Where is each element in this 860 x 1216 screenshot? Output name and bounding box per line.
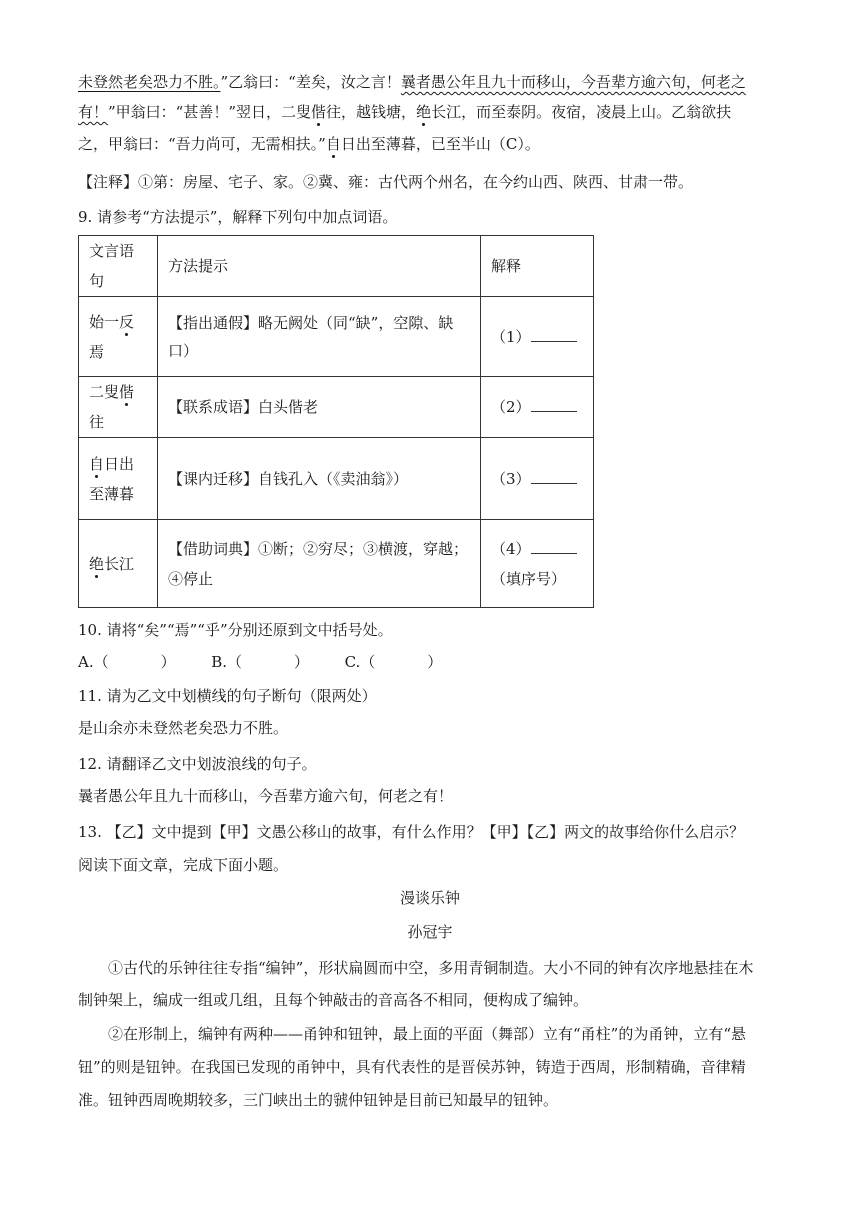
table-cell-sentence: 自日出至薄暮: [79, 438, 158, 520]
table-header-row: [79, 236, 594, 297]
passage-line-1: 未登然老矣恐力不胜。”乙翁曰：“差矣，汝之言！曩者愚公年且九十而移山，今吾辈方逾六旬，何老之: [78, 73, 746, 91]
table-header-cell: 文言语句: [79, 236, 158, 297]
method-table: [78, 235, 594, 608]
table-cell-answer: （1）: [481, 297, 594, 377]
table-row: [79, 297, 594, 377]
article-para-2-line-2: 钮”的则是钮钟。在我国已发现的甬钟中，具有代表性的是晋侯苏钟，铸造于西周，形制精确，音律精: [78, 1058, 746, 1076]
annotation-note: 【注释】①第：房屋、宅子、家。②冀、雍：古代两个州名，在今约山西、陕西、甘肃一带。: [78, 173, 694, 191]
table-row: [79, 438, 594, 520]
question-9: 9. 请参考“方法提示”，解释下列句中加点词语。: [78, 208, 398, 226]
dotted-char-zi: 自: [325, 135, 341, 153]
table-header-cell: 解释: [481, 236, 594, 297]
passage-line-2: 有！”甲翁曰：“甚善！”翌日，二叟偕往，越钱塘，绝长江，而至泰阴。夜宿，凌晨上山。乙翁欲扶: [78, 103, 732, 121]
passage-line-3: 之，甲翁曰：“吾力尚可，无需相扶。”自日出至薄暮，已至半山（C）。: [78, 135, 540, 153]
table-cell-hint: 【课内迁移】自钱孔入（《卖油翁》）: [158, 438, 481, 520]
article-para-1-line-1: ①古代的乐钟往往专指“编钟”，形状扁圆而中空，多用青铜制造。大小不同的钟有次序地悬挂在木: [108, 959, 754, 977]
dotted-char-jue: 绝: [416, 103, 432, 121]
article-author: 孙冠宇: [407, 923, 453, 941]
underlined-sentence-end: 未登然老矣恐力不胜。: [78, 73, 221, 91]
table-cell-answer: （2）: [481, 377, 594, 438]
table-row: [79, 520, 594, 608]
table-cell-sentence: 始一反焉: [79, 297, 158, 377]
table-cell-sentence: 绝长江: [79, 520, 158, 608]
wavy-sentence-part2: 有！: [78, 103, 109, 121]
answer-blank[interactable]: [531, 397, 577, 412]
table-row: [79, 377, 594, 438]
question-11-sentence: 是山余亦未登然老矣恐力不胜。: [78, 719, 289, 737]
answer-blank[interactable]: [531, 469, 577, 484]
reading-instruction: 阅读下面文章，完成下面小题。: [78, 856, 289, 874]
table-cell-answer: （3）: [481, 438, 594, 520]
table-cell-hint: 【联系成语】白头偕老: [158, 377, 481, 438]
table-cell-hint: 【指出通假】略无阙处（同“缺”，空隙、缺口）: [158, 297, 481, 377]
article-para-2-line-1: ②在形制上，编钟有两种——甬钟和钮钟，最上面的平面（舞部）立有“甬柱”的为甬钟，立有“悬: [108, 1025, 747, 1043]
article-para-1-line-2: 制钟架上，编成一组或几组，且每个钟敲击的音高各不相同，便构成了编钟。: [78, 991, 589, 1009]
table-cell-hint: 【借助词典】①断；②穷尽；③横渡，穿越； ④停止: [158, 520, 481, 608]
question-11: 11. 请为乙文中划横线的句子断句（限两处）: [78, 687, 377, 705]
article-title: 漫谈乐钟: [399, 889, 460, 907]
question-12-sentence: 曩者愚公年且九十而移山，今吾辈方逾六旬，何老之有！: [78, 787, 454, 805]
table-header-cell: 方法提示: [158, 236, 481, 297]
table-cell-sentence: 二叟偕往: [79, 377, 158, 438]
question-10-options: A.（ ） B.（ ） C.（ ）: [78, 653, 443, 671]
table-cell-answer: （4） （填序号）: [481, 520, 594, 608]
question-12: 12. 请翻译乙文中划波浪线的句子。: [78, 755, 317, 773]
answer-blank[interactable]: [531, 539, 577, 554]
question-13: 13. 【乙】文中提到【甲】文愚公移山的故事，有什么作用？【甲】【乙】两文的故事给你什么启示？: [78, 823, 745, 841]
question-10: 10. 请将“矣”“焉”“乎”分别还原到文中括号处。: [78, 621, 393, 639]
wavy-sentence-part1: 曩者愚公年且九十而移山，今吾辈方逾六旬，何老之: [400, 73, 746, 91]
article-para-2-line-3: 准。钮钟西周晚期较多，三门峡出土的虢仲钮钟是目前已知最早的钮钟。: [78, 1091, 559, 1109]
dotted-char-xie: 偕: [311, 103, 327, 121]
answer-blank[interactable]: [531, 327, 577, 342]
